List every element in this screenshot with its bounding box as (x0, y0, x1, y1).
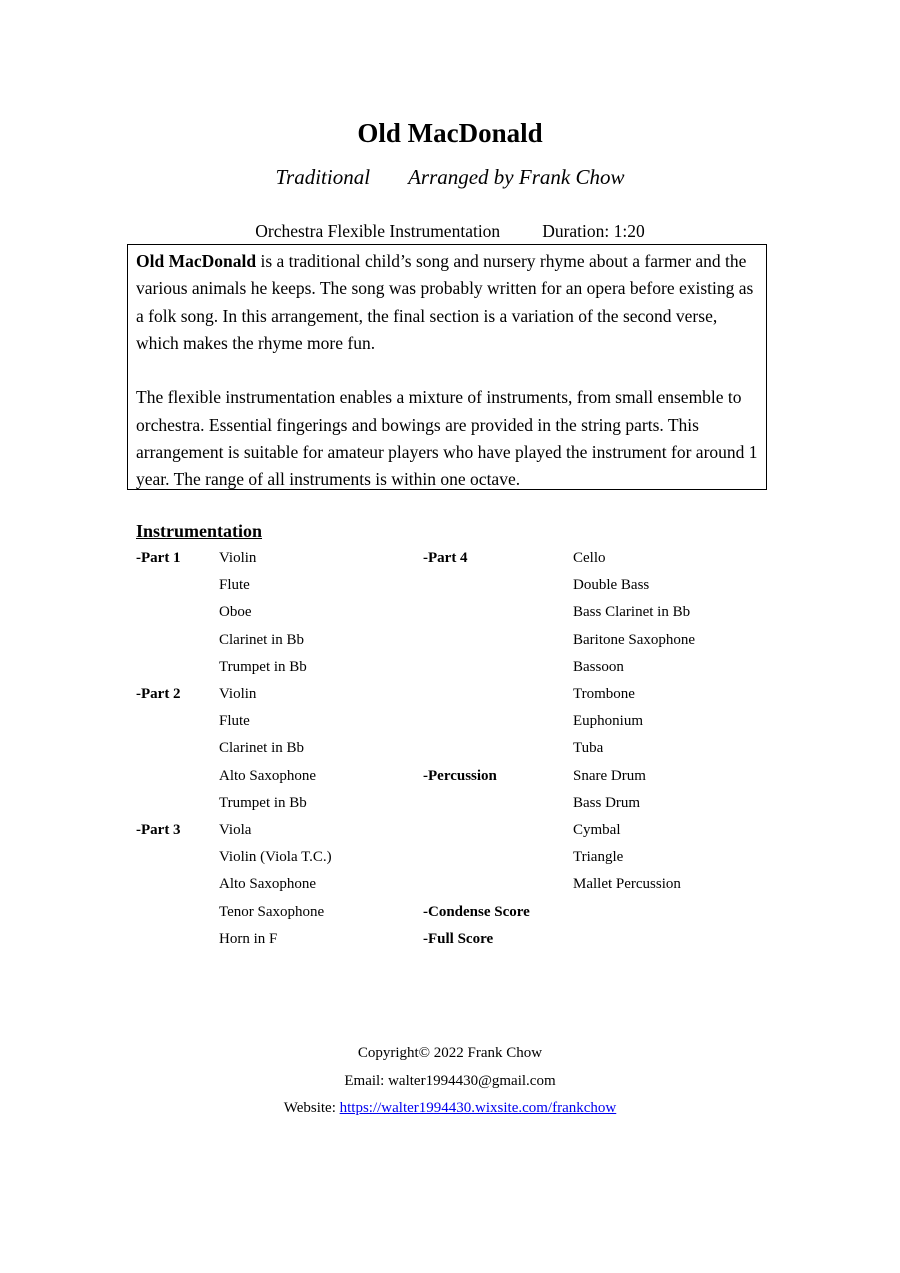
instrument-item: Mallet Percussion (573, 876, 681, 893)
instrument-item: Flute (219, 577, 250, 594)
instrument-item: Bass Drum (573, 794, 641, 811)
part-label: -Full Score (423, 930, 494, 947)
description-title: Old MacDonald (136, 251, 257, 271)
instrument-item: Trumpet in Bb (219, 658, 307, 675)
instrument-item: Double Bass (573, 577, 650, 594)
footer (0, 1040, 900, 1123)
instrument-item: Horn in F (219, 930, 278, 947)
description-paragraph-2: The flexible instrumentation enables a mixture of instruments, from small ensemble to orchestra. Essential fingerings and bowings are provided in the string parts. This arrangement is suitable for amateur players who have played the instrument for around 1 year. The range of all instruments is within one octave. (136, 387, 758, 490)
instrumentation-type: Orchestra Flexible Instrumentation (255, 221, 501, 241)
part-label: -Part 4 (423, 550, 468, 566)
instrument-item: Bassoon (573, 658, 624, 675)
composer: Traditional (275, 165, 371, 189)
instrument-item: Violin (219, 686, 257, 702)
instrument-item: Trombone (573, 686, 635, 702)
part-label: -Part 1 (136, 550, 181, 566)
description-text-1: is a traditional child’s song and nursery rhyme about a farmer and the various animals he keeps. The song was probably written for an opera before existing as a folk song. In this arrangement, the final section is a variation of the second verse, which makes the rhyme more fun. (136, 251, 754, 353)
instrument-item: Violin (Viola T.C.) (219, 849, 332, 866)
instrument-item: Viola (219, 822, 252, 838)
part-label: -Percussion (423, 767, 497, 784)
website-label: Website: (283, 1100, 340, 1116)
instrument-item: Snare Drum (573, 767, 646, 784)
part-label: -Part 2 (136, 686, 181, 702)
instrument-item: Violin (219, 550, 257, 566)
instrument-item: Clarinet in Bb (219, 740, 304, 757)
page-title: Old MacDonald (357, 118, 543, 148)
instrument-item: Triangle (573, 849, 624, 866)
instrumentation-heading: Instrumentation (136, 521, 263, 541)
description-box (127, 244, 767, 490)
instrument-item: Baritone Saxophone (573, 631, 696, 648)
arranger: Arranged by Frank Chow (408, 165, 625, 189)
instrument-item: Alto Saxophone (219, 767, 317, 784)
score-meta (0, 221, 900, 242)
instrument-item: Oboe (219, 604, 252, 621)
subtitle (0, 165, 900, 190)
instrument-item: Cello (573, 550, 606, 566)
instrument-item: Cymbal (573, 822, 621, 838)
website (0, 1095, 900, 1123)
website-link[interactable]: https://walter1994430.wixsite.com/frankchow (339, 1100, 617, 1116)
instrument-item: Trumpet in Bb (219, 794, 307, 811)
instrument-item: Tenor Saxophone (219, 903, 325, 920)
description-paragraph-1 (136, 248, 758, 357)
duration: Duration: 1:20 (542, 221, 645, 241)
instrument-item: Tuba (573, 740, 604, 757)
instrument-item: Bass Clarinet in Bb (573, 604, 691, 621)
instrument-item: Flute (219, 713, 250, 730)
email: Email: walter1994430@gmail.com (344, 1072, 556, 1089)
instrument-item: Euphonium (573, 713, 643, 730)
part-label: -Condense Score (423, 903, 530, 920)
instrument-item: Clarinet in Bb (219, 631, 304, 648)
part-label: -Part 3 (136, 822, 181, 838)
copyright: Copyright© 2022 Frank Chow (357, 1045, 543, 1061)
instrument-item: Alto Saxophone (219, 876, 317, 893)
